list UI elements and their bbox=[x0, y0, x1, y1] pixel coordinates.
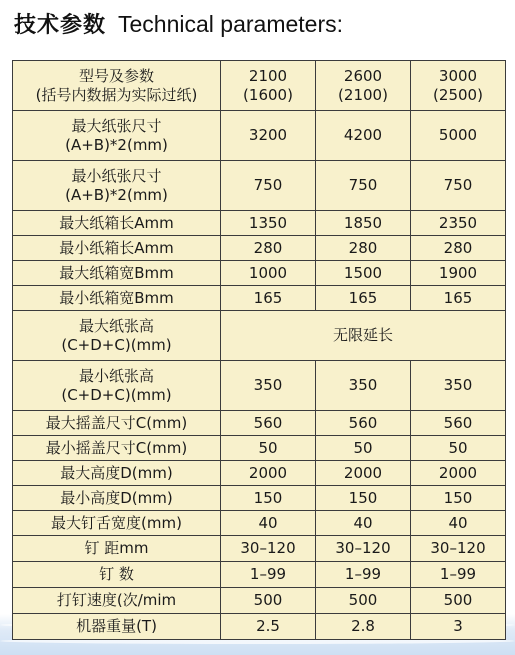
table-row bbox=[13, 161, 506, 211]
value-cell: 50 bbox=[316, 436, 411, 461]
table-row bbox=[13, 614, 506, 640]
value-cell: 2000 bbox=[316, 461, 411, 486]
title-chinese: 技术参数 bbox=[14, 13, 107, 38]
value-cell: 560 bbox=[316, 411, 411, 436]
value-cell: 750 bbox=[316, 161, 411, 211]
param-label-line: 最大纸箱长Amm bbox=[59, 213, 174, 232]
param-label-line: (括号内数据为实际过纸) bbox=[35, 85, 198, 104]
param-label-line: 最大摇盖尺寸C(mm) bbox=[45, 413, 188, 432]
param-label-cell bbox=[13, 211, 221, 236]
param-label-cell bbox=[13, 311, 221, 361]
value-cell: 1–99 bbox=[316, 562, 411, 588]
value-cell: 560 bbox=[411, 411, 506, 436]
value-cell: 150 bbox=[411, 486, 506, 511]
param-label-cell bbox=[13, 461, 221, 486]
value-cell: 2000 bbox=[411, 461, 506, 486]
value-cell: 350 bbox=[411, 361, 506, 411]
table-row bbox=[13, 536, 506, 562]
param-label-line: 最小纸张高 bbox=[78, 366, 154, 385]
param-label-line: 最小纸箱长Amm bbox=[59, 238, 174, 257]
table-row bbox=[13, 588, 506, 614]
table-row bbox=[13, 411, 506, 436]
model-header-cell bbox=[316, 61, 411, 111]
value-cell: 1500 bbox=[316, 261, 411, 286]
param-label-line: 最小高度D(mm) bbox=[60, 488, 173, 507]
param-label-line: (C+D+C)(mm) bbox=[61, 335, 172, 354]
param-label-line: (C+D+C)(mm) bbox=[61, 385, 172, 404]
value-cell: 30–120 bbox=[221, 536, 316, 562]
param-label-line: 最大高度D(mm) bbox=[60, 463, 173, 482]
param-label-cell bbox=[13, 588, 221, 614]
param-label-line: 打钉速度(次/mim bbox=[56, 591, 177, 609]
param-label-cell bbox=[13, 61, 221, 111]
value-cell: 2.8 bbox=[316, 614, 411, 640]
value-cell: 560 bbox=[221, 411, 316, 436]
table-header-row bbox=[13, 61, 506, 111]
value-cell: 165 bbox=[316, 286, 411, 311]
table-row bbox=[13, 361, 506, 411]
value-cell: 280 bbox=[411, 236, 506, 261]
value-cell: 30–120 bbox=[411, 536, 506, 562]
page-header bbox=[14, 8, 343, 44]
value-cell: 3200 bbox=[221, 111, 316, 161]
model-number: 3000 bbox=[438, 66, 478, 85]
table-row bbox=[13, 236, 506, 261]
param-label-cell bbox=[13, 562, 221, 588]
param-label-line: (A+B)*2(mm) bbox=[65, 185, 168, 204]
value-cell: 280 bbox=[221, 236, 316, 261]
value-cell: 350 bbox=[316, 361, 411, 411]
table-row bbox=[13, 511, 506, 536]
param-label-line: 最大纸箱宽Bmm bbox=[59, 263, 174, 282]
value-cell: 2000 bbox=[221, 461, 316, 486]
model-number: 2100 bbox=[248, 66, 288, 85]
param-label-line: 钉 距mm bbox=[84, 539, 149, 557]
table-row bbox=[13, 286, 506, 311]
merged-value-cell: 无限延长 bbox=[221, 311, 506, 361]
param-label-cell bbox=[13, 361, 221, 411]
param-label-cell bbox=[13, 286, 221, 311]
value-cell: 150 bbox=[221, 486, 316, 511]
model-header-cell bbox=[411, 61, 506, 111]
value-cell: 1900 bbox=[411, 261, 506, 286]
value-cell: 40 bbox=[221, 511, 316, 536]
model-header-cell bbox=[221, 61, 316, 111]
table-row bbox=[13, 211, 506, 236]
value-cell: 750 bbox=[221, 161, 316, 211]
value-cell: 40 bbox=[316, 511, 411, 536]
param-label-line: 机器重量(T) bbox=[76, 617, 157, 635]
param-label-cell bbox=[13, 261, 221, 286]
param-label-line: (A+B)*2(mm) bbox=[65, 135, 168, 154]
value-cell: 2.5 bbox=[221, 614, 316, 640]
value-cell: 50 bbox=[411, 436, 506, 461]
value-cell: 4200 bbox=[316, 111, 411, 161]
value-cell: 500 bbox=[221, 588, 316, 614]
value-cell: 1000 bbox=[221, 261, 316, 286]
param-label-line: 钉 数 bbox=[99, 565, 134, 583]
param-label-cell bbox=[13, 536, 221, 562]
value-cell: 1350 bbox=[221, 211, 316, 236]
table-row bbox=[13, 562, 506, 588]
param-label-line: 最大纸张尺寸 bbox=[71, 116, 162, 135]
title-english: Technical parameters: bbox=[118, 11, 344, 37]
table-row bbox=[13, 111, 506, 161]
param-label-cell bbox=[13, 486, 221, 511]
param-label-cell bbox=[13, 436, 221, 461]
table-row bbox=[13, 461, 506, 486]
model-actual-width: (1600) bbox=[243, 85, 293, 104]
value-cell: 1–99 bbox=[221, 562, 316, 588]
value-cell: 5000 bbox=[411, 111, 506, 161]
parameters-table-body bbox=[13, 61, 506, 640]
model-number: 2600 bbox=[343, 66, 383, 85]
model-actual-width: (2500) bbox=[433, 85, 483, 104]
table-row bbox=[13, 311, 506, 361]
parameters-table bbox=[12, 60, 506, 640]
value-cell: 40 bbox=[411, 511, 506, 536]
value-cell: 500 bbox=[316, 588, 411, 614]
value-cell: 350 bbox=[221, 361, 316, 411]
param-label-line: 型号及参数 bbox=[78, 66, 154, 85]
table-row bbox=[13, 486, 506, 511]
value-cell: 50 bbox=[221, 436, 316, 461]
param-label-cell bbox=[13, 411, 221, 436]
param-label-cell bbox=[13, 511, 221, 536]
model-actual-width: (2100) bbox=[338, 85, 388, 104]
param-label-line: 最大钉舌宽度(mm) bbox=[51, 513, 182, 532]
table-row bbox=[13, 261, 506, 286]
param-label-line: 最小摇盖尺寸C(mm) bbox=[45, 438, 188, 457]
param-label-cell bbox=[13, 111, 221, 161]
param-label-line: 最大纸张高 bbox=[78, 316, 154, 335]
value-cell: 750 bbox=[411, 161, 506, 211]
param-label-line: 最小纸张尺寸 bbox=[71, 166, 162, 185]
param-label-cell bbox=[13, 614, 221, 640]
value-cell: 3 bbox=[411, 614, 506, 640]
table-row bbox=[13, 436, 506, 461]
param-label-line: 最小纸箱宽Bmm bbox=[59, 288, 174, 307]
value-cell: 500 bbox=[411, 588, 506, 614]
param-label-cell bbox=[13, 236, 221, 261]
param-label-cell bbox=[13, 161, 221, 211]
value-cell: 2350 bbox=[411, 211, 506, 236]
value-cell: 165 bbox=[221, 286, 316, 311]
value-cell: 1850 bbox=[316, 211, 411, 236]
value-cell: 30–120 bbox=[316, 536, 411, 562]
value-cell: 1–99 bbox=[411, 562, 506, 588]
value-cell: 280 bbox=[316, 236, 411, 261]
value-cell: 165 bbox=[411, 286, 506, 311]
value-cell: 150 bbox=[316, 486, 411, 511]
